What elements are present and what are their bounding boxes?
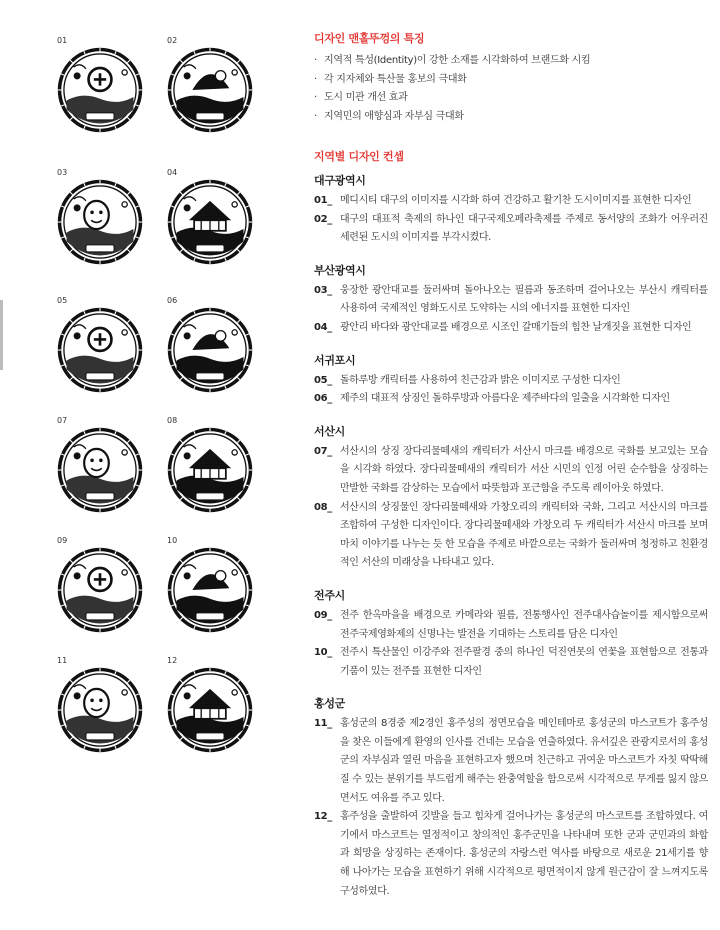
region-title: 전주시 [314,588,345,602]
feature-item: · 지역민의 애향심과 자부심 극대화 [314,110,464,122]
seogwipo-harubang-cover [56,306,144,394]
manhole-cover [164,296,264,396]
region-hongseong [314,695,708,901]
cover-number: 03 [57,168,68,177]
concept-item: 03_ 웅장한 광안대교를 둘러싸며 돌아나오는 필름과 동조하며 걸어나오는 부산시 캐릭터를 사용하여 국제적인 영화도시로 도약하는 시의 에너지를 표현한 디자인 [314,284,708,315]
concepts-title: 지역별 디자인 컨셉 [314,150,404,163]
cover-number: 08 [167,416,178,425]
jeonju-hanok-film-cover [56,546,144,634]
region-title: 부산광역시 [314,263,366,277]
concept-item: 01_ 메디시티 대구의 이미지를 시각화 하여 건강하고 활기찬 도시이미지를 표현한 디자인 [314,195,692,206]
cover-number: 07 [57,416,68,425]
cover-number: 04 [167,168,178,177]
manhole-cover [54,656,154,756]
hongseong-mascot-cart-cover [166,666,254,754]
region-title: 대구광역시 [314,174,366,187]
features-list [314,52,708,126]
cover-number: 09 [57,536,68,545]
manhole-cover [164,416,264,516]
concept-item: 05_ 돌하루방 캐릭터를 사용하여 친근감과 밝은 이미지로 구성한 디자인 [314,374,621,386]
manhole-cover [54,416,154,516]
concept-item: 06_ 제주의 대표적 상징인 돌하루방과 아름다운 제주바다의 일출을 시각화한 디자인 [314,393,670,405]
concept-item: 10_ 전주시 특산물인 이강주와 전주팔경 중의 하나인 덕진연못의 연꽃을 표현함으로 전통과 기품이 있는 전주를 표현한 디자인 [314,647,708,677]
cover-number: 11 [57,656,68,665]
concept-item: 02_ 대구의 대표적 축제의 하나인 대구국제오페라축제를 주제로 동서양의 조화가 어우러진 세련된 도시의 이미지를 부각시켰다. [314,213,708,244]
cover-number: 12 [167,656,178,665]
seosan-duck-bird-cover [166,426,254,514]
seosan-bird-chrysanthemum-cover [56,426,144,514]
cover-number: 10 [167,536,178,545]
region-daegu [314,172,708,248]
seogwipo-sunrise-cover [166,306,254,394]
region-title: 서귀포시 [314,353,356,367]
hongseong-mascot-gate-cover [56,666,144,754]
concept-item: 07_ 서산시의 상징 장다리물떼새의 캐릭터가 서산시 마크를 배경으로 국화를 보고있는 모습을 시각화 하였다. 장다리물떼새의 캐릭터가 서산 시민의 인정 어린 순수함을 상징하는 만발한 국화를 감상하는 모습에서 따뜻함과 포근함을 주도록 레이아웃 하였다. [314,445,708,494]
edge-mark [0,300,3,370]
region-title: 서산시 [314,424,345,438]
cover-number: 06 [167,296,178,305]
manhole-cover [54,536,154,636]
manhole-cover [164,536,264,636]
daegu-opera-festival-cover [166,46,254,134]
cover-number: 05 [57,296,68,305]
daegu-medical-city-cover [56,46,144,134]
region-seosan [314,423,708,573]
busan-seagull-bridge-cover [166,178,254,266]
manhole-cover [54,168,154,268]
cover-number: 01 [57,36,68,45]
manhole-cover [54,296,154,396]
manhole-cover [164,656,264,756]
concept-item: 04_ 광안리 바다와 광안대교를 배경으로 시조인 갈매기들의 힘찬 날개짓을 표현한 디자인 [314,321,692,333]
manhole-cover [164,168,264,268]
region-jeonju [314,587,708,681]
concept-item: 08_ 서산시의 상징물인 장다리물떼새와 가창오리의 캐릭터와 국화, 그리고 서산시의 마크를 조합하여 구성한 디자인이다. 장다리물떼새와 가창오리 두 캐릭터가 서산시 마크를 보며 마치 이야기를 나누는 듯 한 모습을 주제로 바깥으로는 국화가 둘러싸며 청정하고 친환경적인 서산의 미래상을 나타내고 있다. [314,501,708,569]
features-title: 디자인 맨홀뚜껑의 특징 [314,32,425,45]
text-column [314,30,708,901]
cover-number: 02 [167,36,178,45]
jeonju-kite-bottle-cover [166,546,254,634]
feature-item: · 각 지자체와 특산물 홍보의 극대화 [314,73,467,85]
region-seogwipo [314,352,708,409]
concept-item: 09_ 전주 한옥마을을 배경으로 카메라와 필름, 전통행사인 전주대사습놀이를 제시함으로써 전주국제영화제의 신명나는 발전을 기대하는 스토리를 담은 디자인 [314,609,708,640]
concept-item: 12_ 홍주성을 출발하여 깃발을 들고 힘차게 걸어나가는 홍성군의 마스코트를 조합하였다. 여기에서 마스코트는 열정적이고 창의적인 홍주군민을 나타내며 또한 군과 군민과의 화합과 희망을 상징하는 존재이다. 홍성군의 자랑스런 역사를 바탕으로 새로운 21세기를 향해 나아가는 모습을 표현하기 위해 시각적으로 평면적이지 않게 원근감이 잘 느껴지도록 구성하였다. [314,811,708,897]
feature-item: · 도시 미관 개선 효과 [314,92,408,103]
feature-item: · 지역적 특성(Identity)이 강한 소재를 시각화하여 브랜드화 시킴 [314,55,591,66]
manhole-cover [54,36,154,136]
manhole-cover [164,36,264,136]
busan-film-character-cover [56,178,144,266]
region-busan [314,262,708,338]
concept-item: 11_ 홍성군의 8경중 제2경인 홍주성의 정면모습을 메인테마로 홍성군의 마스코트가 홍주성을 찾은 이들에게 환영의 인사를 건네는 모습을 연출하였다. 유서깊은 관광지로서의 홍성군의 자부심과 열린 마음을 표현하고자 했으며 친근하고 귀여운 마스코트가 자칫 딱딱해질 수 있는 분위기를 부드럽게 해주는 완충역할을 함으로써 시각적으로 무게를 잃지 않으면서도 여유를 주고 있다. [314,718,708,804]
region-title: 홍성군 [314,697,345,711]
